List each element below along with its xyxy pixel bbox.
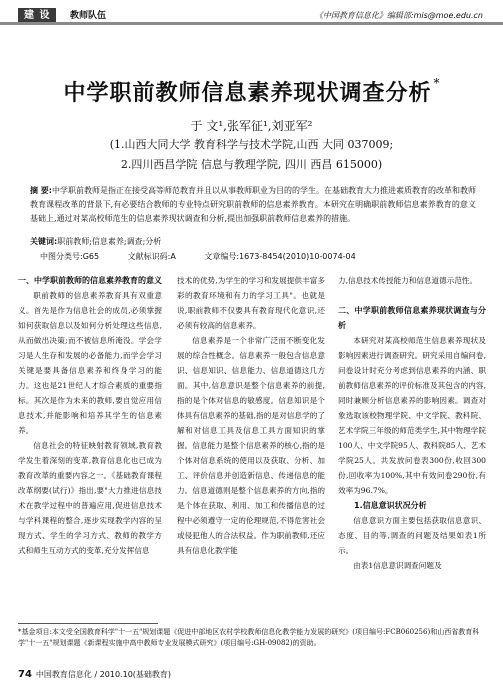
keywords-label: 关键词: bbox=[30, 237, 58, 246]
page-header bbox=[0, 0, 503, 34]
column-2 bbox=[177, 273, 325, 558]
folio-text: 中国教育信息化 / 2010.10(基础教育) bbox=[35, 670, 172, 679]
column-3 bbox=[338, 273, 486, 573]
paragraph: 信息社会的特征映射教育领域,教育教学发生着深刻的变革,教育信息化也已成为教育改革的重要内容之一。《基础教育课程改革纲要(试行)》指出,要"大力推进信息技术在教学过程中的普遍应用,促进信息技术与学科课程的整合,逐步实现教学内容的呈现方式、学生的学习方式、教师的教学方式和师生互动方式的变革,充分发挥信息 bbox=[18, 441, 162, 555]
document-code: 文献标识码:A bbox=[127, 252, 176, 261]
footnote-rule bbox=[18, 623, 158, 624]
title-footnote-mark: * bbox=[433, 76, 440, 90]
paragraph: 力,信息技术传授能力和信息道德示范性。 bbox=[338, 276, 478, 285]
abstract-text: 中学职前教师是指正在接受高等师范教育并且以从事教师职业为目的的学生。在基础教育大力推进素质教育的改革和教师教育课程改革的背景下,有必要结合教师的专业特点研究职前教师的信息素养教育。本研究在明确职前教师信息素养教育的意义基础上,通过对某高校师范生的信息素养现状调查和分析,提出加强职前教师信息素养的措施。 bbox=[30, 186, 477, 223]
section-heading-1: 一、中学职前教师的信息素养教育的意义 bbox=[18, 276, 162, 285]
affiliation-2: 2.四川西昌学院 信息与教理学院, 四川 西昌 615000) bbox=[120, 158, 383, 171]
header-rule bbox=[0, 22, 503, 25]
abstract-label: 摘 要: bbox=[30, 186, 52, 195]
paragraph: 信息意识方面主要包括获取信息意识、态度、目的等,调查的问题及结果如表1所示。 bbox=[338, 516, 486, 555]
affiliation-1: (1.山西大同大学 教育科学与技术学院,山西 大同 037009; bbox=[109, 138, 394, 151]
journal-contact: 《中国教育信息化》编辑部:mis@moe.edu.cn bbox=[314, 11, 483, 20]
section-name: 教师队伍 bbox=[70, 11, 107, 21]
title-block bbox=[0, 76, 503, 107]
keywords-text: 职前教师;信息素养;调查;分析 bbox=[57, 237, 162, 246]
paper-title: 中学职前教师信息素养现状调查分析 bbox=[63, 81, 432, 106]
abstract bbox=[30, 184, 476, 226]
paragraph: 职前教师的信息素养教育具有双重意义。首先是作为信息社会的成员,必须掌握如何获取信息以及如何分析处理这些信息,从而做出决策;而不被信息所淹没。学会学习是人生存和发展的必备能力,而学会学习关键是要具备信息素养和终身学习的能力。这也是21世纪人才综合素质的重要指标。其次是作为未来的教师,要自觉应用信息技术,并能影响和培养其学生的信息素养。 bbox=[18, 291, 162, 435]
page-folio bbox=[18, 669, 171, 680]
paragraph: 由表1信息意识调查问题及 bbox=[353, 561, 442, 570]
article-number: 文章编号:1673-8454(2010)10-0074-04 bbox=[204, 252, 356, 261]
clc-number: 中图分类号:G65 bbox=[40, 252, 100, 261]
author-list: 于 文¹,张军征¹,刘亚军² bbox=[190, 119, 313, 133]
keywords bbox=[30, 235, 476, 249]
paragraph: 技术的优势,为学生的学习和发展提供丰富多彩的教育环境和有力的学习工具"。也就是说,职前教师不仅要具有教育现代化意识,还必须有较高的信息素养。 bbox=[177, 276, 325, 330]
funding-footnote: *基金项目:本文受全国教育科学"十一五"规划课题《促进中部地区农村学校教师信息化教学能力发展的研究》(项目编号:FCB060256)和山西省教育科学"十一五"规划课题《新课程实施中高中教师专业发展模式研究》(项目编号:GH-09082)的资助。 bbox=[18, 628, 480, 647]
paragraph: 信息素养是一个非常广泛而不断变化发展的综合性概念。信息素养一般包含信息意识、信息知识、信息能力、信息道德这几方面。其中,信息意识是整个信息素养的前提,指的是个体对信息的敏感度。信息知识是个体具有信息素养的基础,指的是对信息学的了解和对信息工具及信息工具方面知识的掌握。信息能力是整个信息素养的核心,指的是个体对信息系统的使用以及获取、分析、加工、评价信息并创造新信息、传递信息的能力。信息道德则是整个信息素养的方向,指的是个体在获取、利用、加工和传播信息的过程中必须遵守一定的伦理规范,不得危害社会或侵犯他人的合法权益。作为职前教师,还应具有信息化教学能 bbox=[177, 336, 325, 555]
section-heading-2: 二、中学职前教师信息素养现状调查与分析 bbox=[338, 306, 486, 330]
classification-codes bbox=[40, 250, 470, 264]
paragraph: 本研究对某高校师范生信息素养现状及影响因素进行调查研究。研究采用自编问卷,问卷设计时充分考虑到信息素养的内涵、职前教师信息素养的评价标准及其包含的内容,同时兼顾分析信息素养的影响因素。调查对象选取该校物理学院、中文学院、教科院、艺术学院三年级的师范类学生,其中物理学院100人、中文学院95人、教科院85人、艺术学院25人。共发放问卷表300份,收回300份,回收率为100%,其中有效问卷290份,有效率为96.7%。 bbox=[338, 336, 486, 495]
subsection-heading: 1.信息意识状况分析 bbox=[354, 501, 427, 510]
section-tab: 建 设 bbox=[18, 8, 56, 24]
column-1 bbox=[18, 273, 162, 558]
page-number: 74 bbox=[18, 669, 32, 680]
